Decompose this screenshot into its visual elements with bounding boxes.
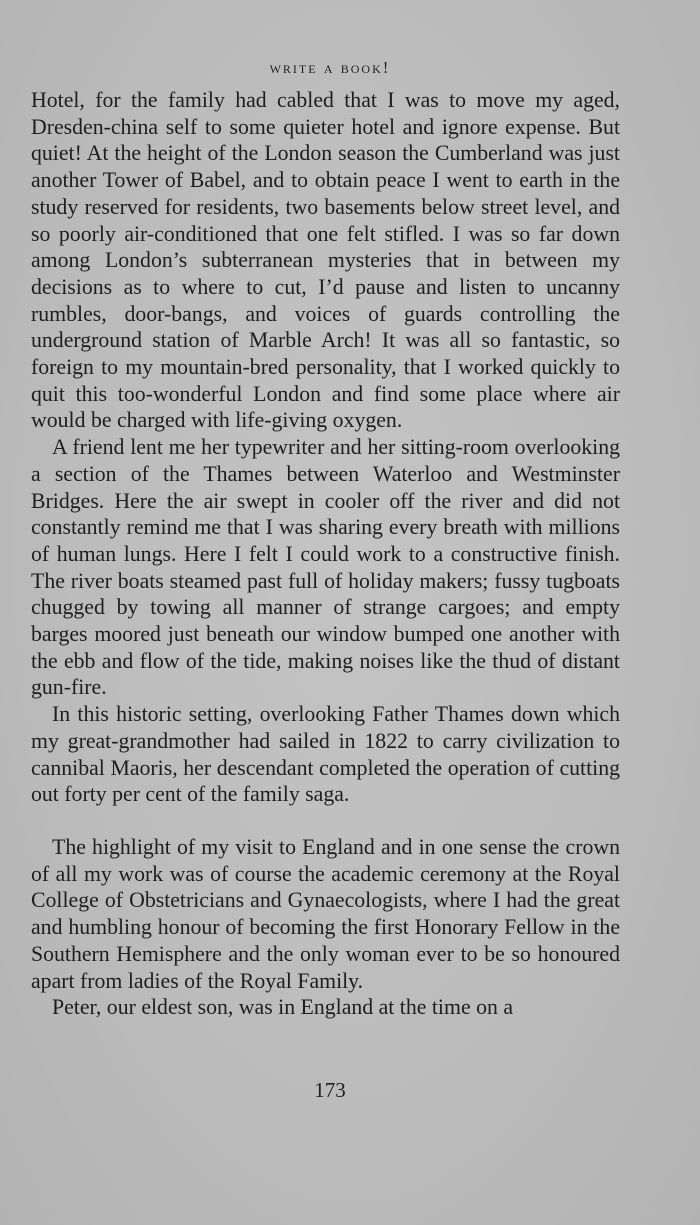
- page-number: 173: [314, 1078, 346, 1102]
- paragraph-historic-setting: In this historic setting, overlooking Father Thames down which my great-grandmother had sailed in 1822 to carry civilization to cannibal Maoris, her descendant completed the operation of cutting out forty per cent of the family saga.: [31, 702, 620, 807]
- running-head: write a book!: [269, 58, 391, 77]
- body-text: [31, 87, 620, 1021]
- paragraph-friend-typewriter: A friend lent me her typewriter and her sitting-room overlooking a section of the Thames between Waterloo and Westminster Bridges. Here the air swept in cooler off the river and did not constantly remind me that I was sharing every breath with millions of human lungs. Here I felt I could work to a constructive finish. The river boats steamed past full of holiday makers; fussy tugboats chugged by towing all manner of strange cargoes; and empty barges moored just beneath our window bumped one another with the ebb and flow of the tide, making noises like the thud of distant gun-fire.: [31, 435, 620, 700]
- paragraph-hotel: Hotel, for the family had cabled that I was to move my aged, Dresden-china self to some quieter hotel and ignore expense. But quiet! At the height of the London season the Cumberland was just another Tower of Babel, and to obtain peace I went to earth in the study reserved for residents, two basements below street level, and so poorly air-conditioned that one felt stifled. I was so far down among London’s subterranean mysteries that in between my decisions as to where to cut, I’d pause and listen to uncanny rumbles, door-bangs, and voices of guards controlling the underground station of Marble Arch! It was all so fantastic, so foreign to my mountain-bred personality, that I worked quickly to quit this too-wonderful London and find some place where air would be charged with life-giving oxygen.: [31, 88, 620, 433]
- paragraph-highlight-visit: The highlight of my visit to England and in one sense the crown of all my work was of course the academic ceremony at the Royal College of Obstetricians and Gynaecologists, where I had the great and humbling honour of becoming the first Honorary Fellow in the Southern Hemisphere and the only woman ever to be so honoured apart from ladies of the Royal Family.: [31, 834, 620, 993]
- paragraph-peter: Peter, our eldest son, was in England at the time on a: [52, 995, 513, 1020]
